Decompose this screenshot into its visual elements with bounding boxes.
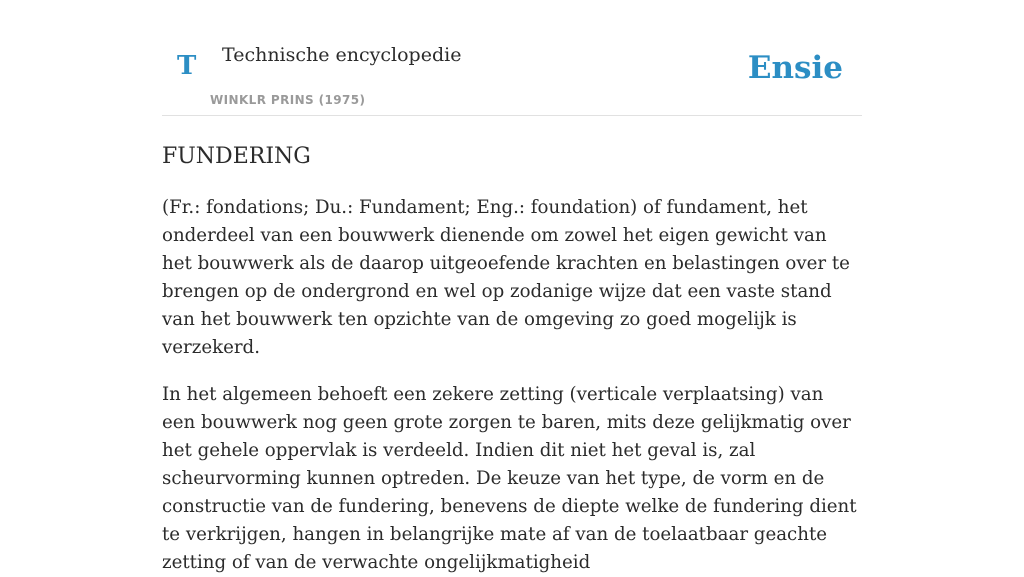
- encyclopedia-title-link[interactable]: Technische encyclopedie: [222, 44, 462, 66]
- encyclopedia-logo-icon[interactable]: T: [177, 51, 197, 81]
- brand-logo[interactable]: Ensie: [747, 50, 843, 86]
- article-paragraph: In het algemeen behoeft een zekere zetting (verticale verplaatsing) van een bouwwerk nog geen grote zorgen te baren, mits deze gelijkmatig over het gehele oppervlak is verdeeld. Indien dit niet het geval is, zal scheurvorming kunnen optreden. De keuze van het type, de vorm en de constructie van de fundering, benevens de diepte welke de fundering dient te verkrijgen, hangen in belangrijke mate af van de toelaatbaar geachte zetting of van de verwachte ongelijkmatigheid: [162, 384, 857, 574]
- article-paragraph: (Fr.: fondations; Du.: Fundament; Eng.: foundation) of fundament, het onderdeel van een bouwwerk dienende om zowel het eigen gewicht van het bouwwerk als de daarop uitgeoefende krachten en belastingen over te brengen op de ondergrond en wel op zodanige wijze dat een vaste stand van het bouwwerk ten opzichte van de omgeving zo goed mogelijk is verzekerd.: [162, 197, 850, 359]
- article-title: FUNDERING: [162, 144, 311, 169]
- page: [162, 0, 862, 577]
- article-body: [162, 194, 862, 577]
- header: [162, 0, 862, 116]
- source-label: WINKLR PRINS (1975): [210, 93, 366, 107]
